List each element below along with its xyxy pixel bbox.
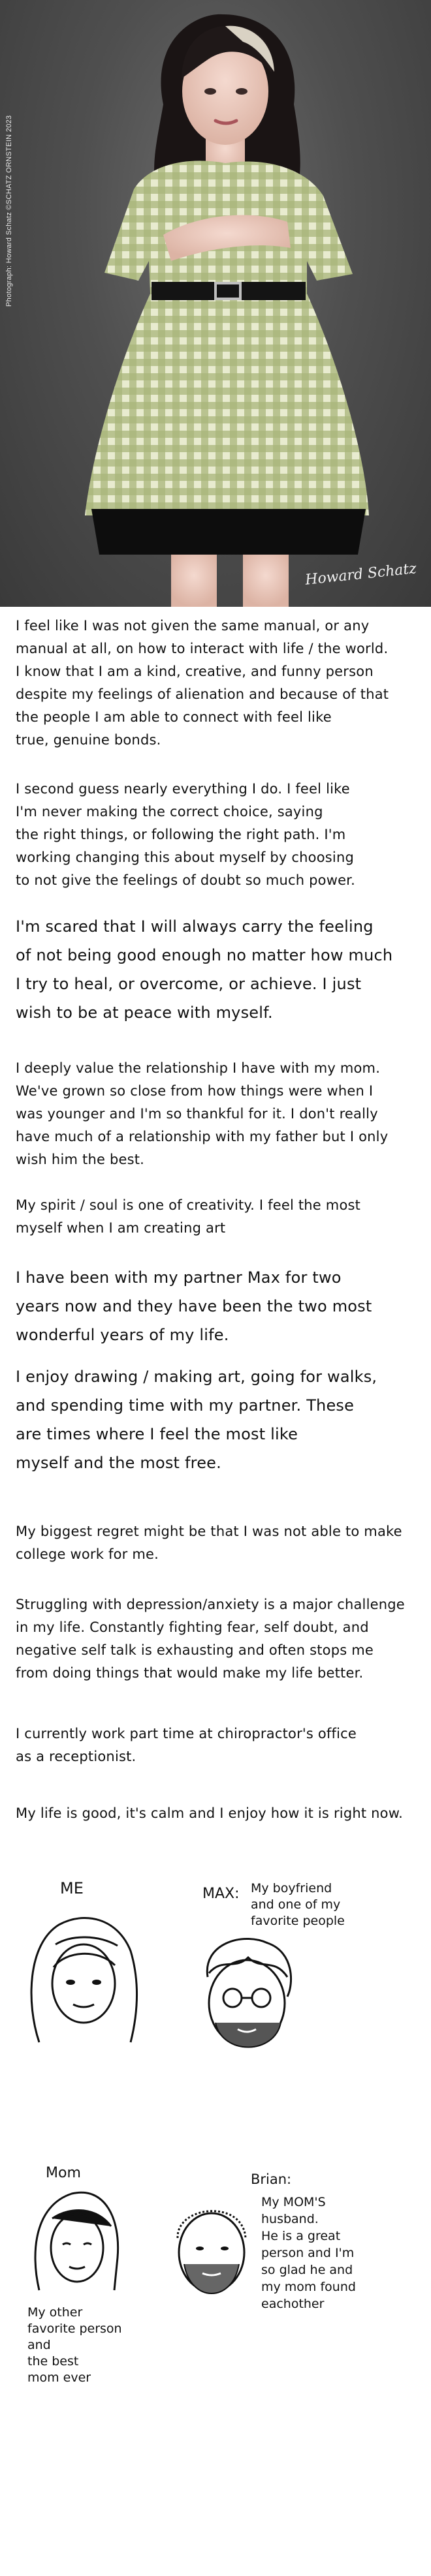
note-paragraph-10: I currently work part time at chiropractor's office as a receptionist.: [16, 1726, 357, 1764]
note-paragraph-5: My spirit / soul is one of creativity. I feel the most myself when I am creating art: [16, 1197, 361, 1236]
me-doodle-icon: [20, 1905, 144, 2055]
photo-credit: Photograph: Howard Schatz ©SCHATZ ORNSTEIN 2023: [5, 115, 13, 307]
doodle-label-mom: Mom: [46, 2165, 81, 2181]
note-paragraph-11: My life is good, it's calm and I enjoy how it is right now.: [16, 1805, 404, 1821]
note-paragraph-7: I enjoy drawing / making art, going for walks, and spending time with my partner. These are times where I feel the most like myself and the most free.: [16, 1368, 377, 1472]
doodle-label-max: MAX:: [202, 1886, 240, 1902]
note-paragraph-6: I have been with my partner Max for two years now and they have been the two most wonderful years of my life.: [16, 1268, 372, 1344]
portrait-photo: [0, 0, 431, 607]
portrait-illustration: [0, 0, 431, 607]
note-paragraph-9: Struggling with depression/anxiety is a major challenge in my life. Constantly fighting fear, self doubt, and negative self talk is exhausting and often stops me from doing things that would make my life better.: [16, 1597, 405, 1681]
doodle-caption-mom: My other favorite person and the best mom ever: [27, 2305, 122, 2385]
mom-doodle-icon: [26, 2186, 124, 2297]
note-paragraph-4: I deeply value the relationship I have with my mom. We've grown so close from how things were when I was younger and I'm so thankful for it. I don't really have much of a relationship with my father but I only wish him the best.: [16, 1060, 389, 1167]
note-paragraph-8: My biggest regret might be that I was not able to make college work for me.: [16, 1524, 402, 1562]
note-paragraph-2: I second guess nearly everything I do. I feel like I'm never making the correct choice, saying the right things, or following the right path. I'm working changing this about myself by choosing to not give the feelings of doubt so much power.: [16, 781, 355, 888]
note-paragraph-1: I feel like I was not given the same manual, or any manual at all, on how to interact with life / the world. I know that I am a kind, creative, and funny person despite my feelings of alienation and because of that the people I am able to connect with feel like true, genuine bonds.: [16, 618, 389, 748]
doodle-label-me: ME: [60, 1879, 84, 1897]
brian-doodle-icon: [165, 2192, 256, 2303]
note-paragraph-3: I'm scared that I will always carry the feeling of not being good enough no matter how much I try to heal, or overcome, or achieve. I just wish to be at peace with myself.: [16, 917, 393, 1022]
doodle-caption-brian: My MOM'S husband. He is a great person and I'm so glad he and my mom found eachother: [261, 2195, 356, 2311]
max-doodle-icon: [189, 1931, 300, 2062]
doodle-label-brian: Brian:: [251, 2171, 292, 2187]
photographer-signature: Howard Schatz: [304, 560, 417, 589]
handwritten-note: [0, 607, 431, 2576]
doodle-caption-max: My boyfriend and one of my favorite people: [251, 1881, 345, 1928]
